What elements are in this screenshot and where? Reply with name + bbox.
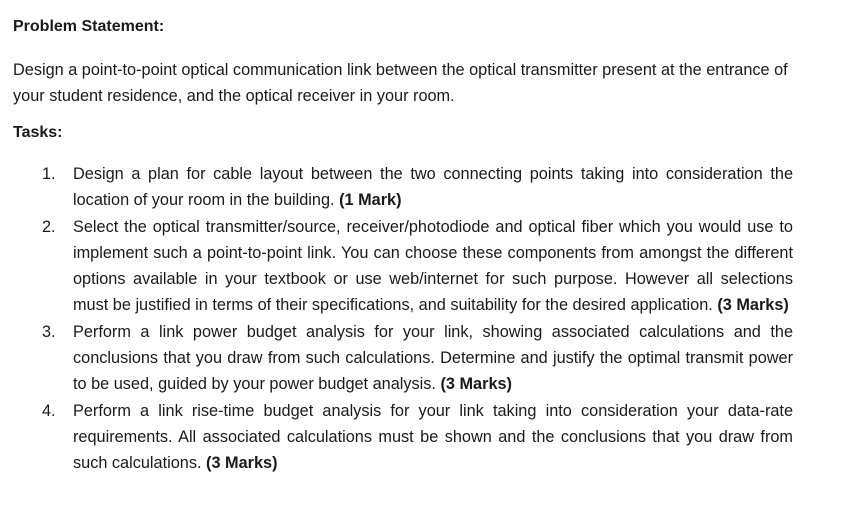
task-marks: (3 Marks) xyxy=(717,296,789,315)
task-number: 2. xyxy=(42,217,56,236)
task-item-3 xyxy=(0,319,843,398)
task-marks: (3 Marks) xyxy=(440,375,512,394)
task-number: 3. xyxy=(42,322,56,341)
task-number: 4. xyxy=(42,401,56,420)
task-description: Perform a link power budget analysis for your link, showing associated calculations and the conclusions that you draw from such calculations. Determine and justify the optimal transmit power to be used, guided by your power budget analysis. xyxy=(73,322,793,394)
task-text xyxy=(73,214,793,319)
task-text xyxy=(73,319,793,398)
problem-statement-heading: Problem Statement: xyxy=(13,18,165,35)
task-text xyxy=(73,398,793,477)
task-item-1 xyxy=(0,161,843,214)
task-item-2 xyxy=(0,214,843,319)
task-text xyxy=(73,161,793,214)
problem-statement-text: Design a point-to-point optical communication link between the optical transmitter present at the entrance of your student residence, and the optical receiver in your room. xyxy=(13,61,788,105)
tasks-heading: Tasks: xyxy=(13,124,63,141)
task-marks: (3 Marks) xyxy=(206,454,278,473)
task-description: Select the optical transmitter/source, receiver/photodiode and optical fiber which you would use to implement such a point-to-point link. You can choose these components from amongst the different options available in your textbook or use web/internet for such purpose. However all selections must be justified in terms of their specifications, and suitability for the desired application. xyxy=(73,217,793,315)
task-number: 1. xyxy=(42,165,56,183)
task-marks: (1 Mark) xyxy=(339,191,402,210)
task-list xyxy=(0,161,843,477)
task-item-4 xyxy=(0,398,843,477)
task-description: Perform a link rise-time budget analysis for your link taking into consideration your data-rate requirements. All associated calculations must be shown and the conclusions that you draw from such calculations. xyxy=(73,401,793,473)
task-description: Design a plan for cable layout between the two connecting points taking into consideration the location of your room in the building. xyxy=(73,165,793,210)
